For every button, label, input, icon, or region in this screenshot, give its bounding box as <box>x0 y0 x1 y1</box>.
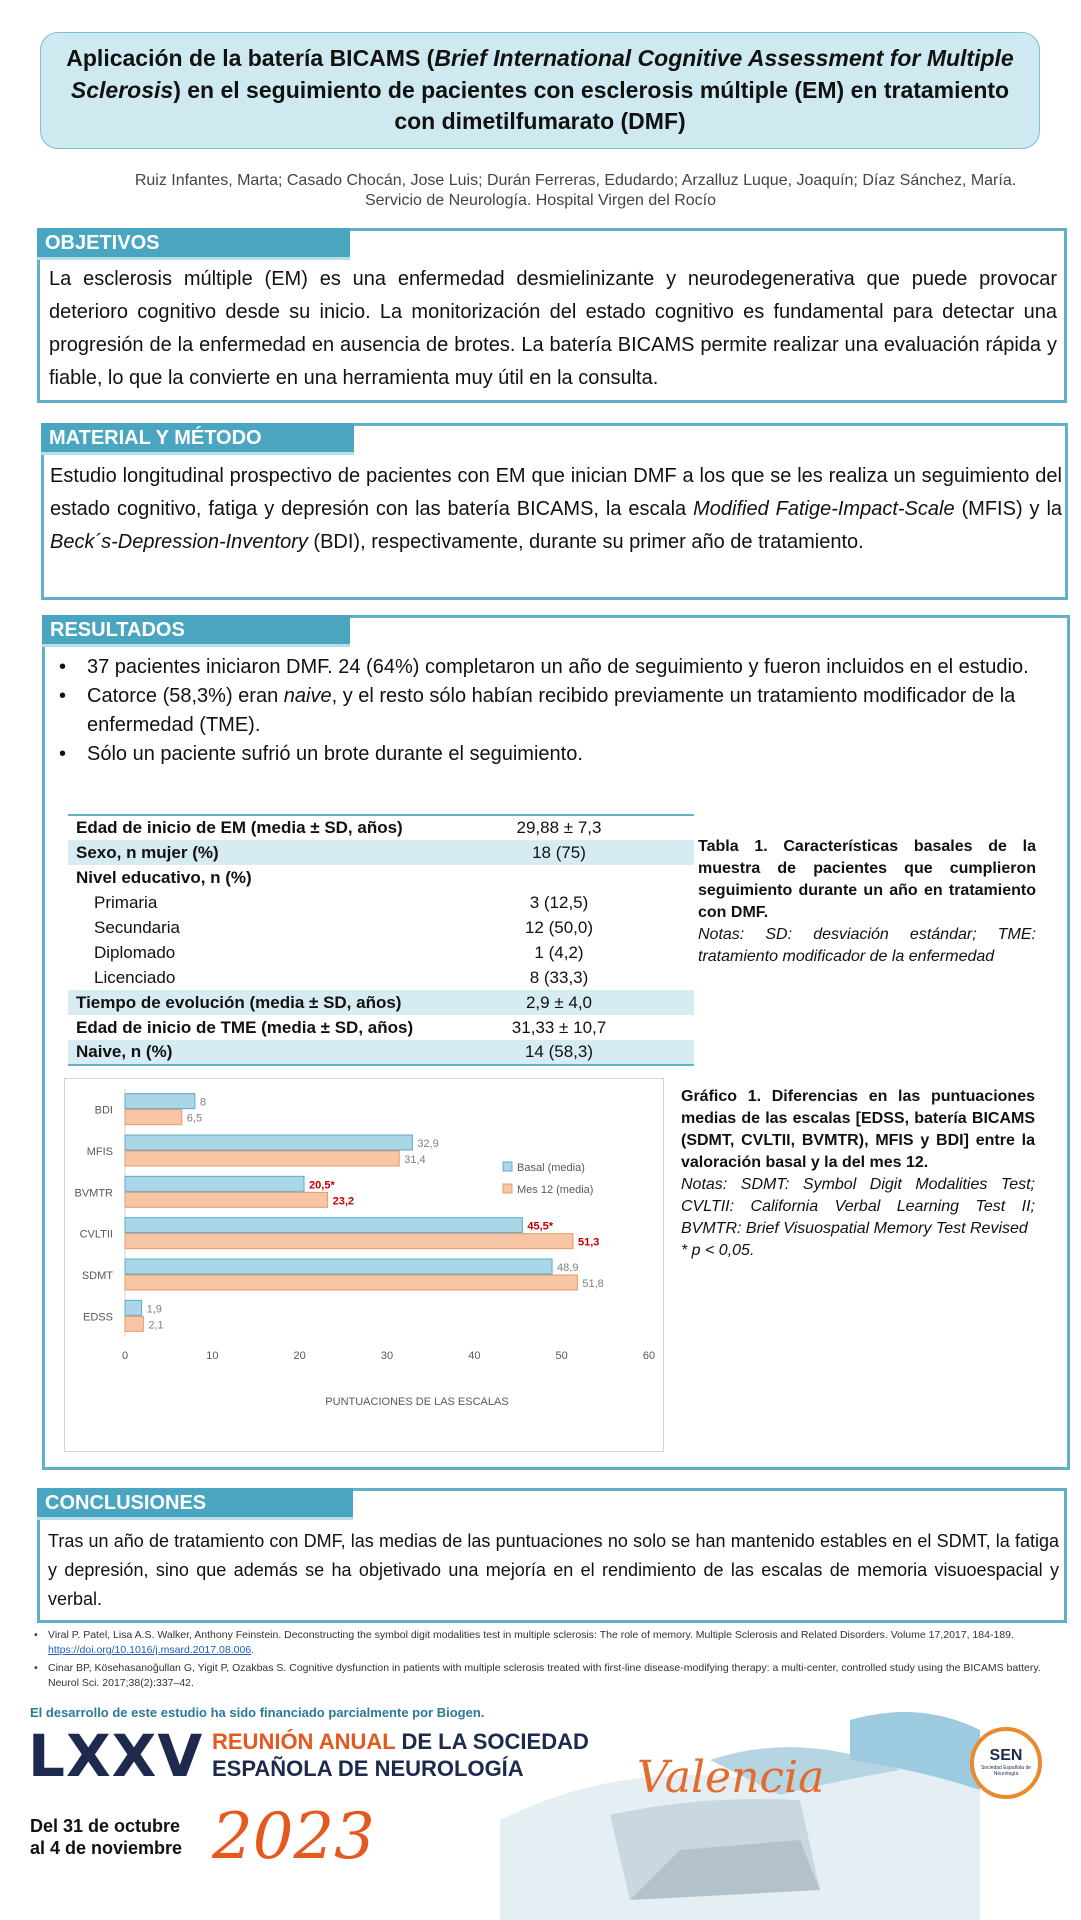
table-cell-label: Sexo, n mujer (%) <box>68 840 424 865</box>
table-cell-label: Diplomado <box>94 942 176 962</box>
affiliation: Servicio de Neurología. Hospital Virgen del Rocío <box>364 192 716 209</box>
congress-name-line2: ESPAÑOLA DE NEUROLOGÍA <box>212 1756 524 1781</box>
table-cell-value: 12 (50,0) <box>524 917 594 937</box>
title-part-2: ) en el seguimiento de pacientes con esclerosis múltiple (EM) en tratamiento con dimetilfumarato (DMF) <box>173 76 1010 135</box>
section-resultados <box>42 615 1070 1470</box>
table-cell-label: Nivel educativo, n (%) <box>76 867 252 887</box>
data-label: 2,1 <box>148 1319 164 1332</box>
references <box>30 1628 1060 1694</box>
bar-mfis-mes12 <box>125 1151 399 1166</box>
section-metodo <box>41 423 1068 600</box>
authors-block <box>0 171 1081 211</box>
results-bullets <box>53 653 1065 769</box>
bullet-2-italic: naive <box>283 685 332 707</box>
funding-note: El desarrollo de este estudio ha sido financiado parcialmente por Biogen. <box>30 1705 485 1720</box>
congress-year: 2023 <box>212 1800 375 1874</box>
section-heading-conclusiones: CONCLUSIONES <box>37 1488 353 1520</box>
x-axis-title: PUNTUACIONES DE LAS ESCALAS <box>325 1396 509 1408</box>
legend-swatch <box>503 1184 512 1193</box>
bar-edss-mes12 <box>125 1316 143 1331</box>
objetivos-text: La esclerosis múltiple (EM) es una enfermedad desmielinizante y neurodegenerativa que puede provocar deterioro cognitivo desde su inicio. La monitorización del estado cognitivo es fundamental para detectar una progresión de la enfermedad en ausencia de brotes. La batería BICAMS permite realizar una evaluación rápida y fiable, lo que la convierte en una herramienta muy útil en la consulta. <box>49 268 1057 389</box>
data-label: 1,9 <box>146 1303 162 1316</box>
data-label: 45,5* <box>527 1220 554 1233</box>
reference-1-text: Viral P. Patel, Lisa A.S. Walker, Anthony Feinstein. Deconstructing the symbol digit modalities test in multiple sclerosis: The role of memory. Multiple Sclerosis and Related Disorders. Volume 17,2017, 184-189. <box>48 1629 1014 1641</box>
data-label: 51,8 <box>582 1278 604 1290</box>
section-objetivos <box>37 228 1067 403</box>
table-row <box>68 1015 694 1040</box>
city-name: Valencia <box>637 1752 825 1803</box>
y-category-label: BVMTR <box>74 1187 113 1200</box>
sen-logo-subtext: Sociedad Española de Neurología <box>980 1765 1032 1777</box>
metodo-italic-1: Modified Fatige-Impact-Scale <box>693 498 955 520</box>
bar-bvmtr-basal <box>125 1176 304 1191</box>
congress-number: LXXV <box>28 1722 204 1790</box>
bar-bvmtr-mes12 <box>125 1192 328 1207</box>
legend-label: Mes 12 (media) <box>517 1184 594 1196</box>
list-item: • Sólo un paciente sufrió un brote durante el seguimiento. <box>53 740 1065 769</box>
y-category-label: SDMT <box>81 1270 113 1282</box>
section-conclusiones <box>37 1488 1067 1623</box>
table-cell-value: 31,33 ± 10,7 <box>511 1017 607 1037</box>
dates-line-1: Del 31 de octubre <box>30 1816 181 1836</box>
bar-cvltii-mes12 <box>125 1234 573 1249</box>
data-label: 32,9 <box>417 1138 439 1150</box>
title-italic: Brief International Cognitive Assessment for Multiple Sclerosis <box>70 44 1014 103</box>
table-caption <box>698 836 1036 968</box>
table-row <box>68 915 694 940</box>
table-row <box>68 865 694 890</box>
bar-bdi-mes12 <box>125 1110 182 1125</box>
chart-caption-significance: * p < 0,05. <box>681 1242 755 1259</box>
x-tick-label: 40 <box>468 1350 481 1362</box>
dates-line-2: al 4 de noviembre <box>30 1838 183 1858</box>
bar-bdi-basal <box>125 1094 195 1109</box>
legend-swatch <box>503 1162 512 1171</box>
bar-sdmt-mes12 <box>125 1275 577 1290</box>
table-row <box>68 990 694 1015</box>
section-heading-metodo: MATERIAL Y MÉTODO <box>41 423 354 455</box>
y-category-label: BDI <box>94 1104 113 1117</box>
x-tick-label: 50 <box>555 1350 568 1362</box>
bar-cvltii-basal <box>125 1218 522 1233</box>
data-label: 20,5* <box>309 1179 335 1192</box>
table-row <box>68 890 694 915</box>
table-cell-label: Secundaria <box>94 917 181 937</box>
table-cell-value: 3 (12,5) <box>529 892 589 912</box>
metodo-text <box>50 460 1062 559</box>
table-cell-label: Edad de inicio de TME (media ± SD, años) <box>76 1017 414 1037</box>
table-cell-label: Naive, n (%) <box>68 1040 424 1065</box>
data-label: 8 <box>199 1096 206 1109</box>
metodo-text-1: Estudio longitudinal prospectivo de pacientes con EM que inician DMF a los que se les realiza un seguimiento del estado cognitivo, fatiga y depresión con las batería BICAMS, la escala <box>50 465 1062 520</box>
bar-chart <box>65 1079 663 1451</box>
sen-logo-text: SEN <box>989 1747 1023 1764</box>
table-cell-label: Edad de inicio de EM (media ± SD, años) <box>68 815 424 840</box>
x-tick-label: 20 <box>293 1350 306 1362</box>
sen-logo <box>970 1727 1042 1799</box>
table-row <box>68 815 694 840</box>
metodo-italic-2: Beck´s-Depression-Inventory <box>50 531 308 553</box>
data-label: 48,9 <box>557 1262 579 1274</box>
table-cell-value: 2,9 ± 4,0 <box>424 990 694 1015</box>
list-item <box>53 682 1065 740</box>
table-cell-value: 29,88 ± 7,3 <box>424 815 694 840</box>
legend-label: Basal (media) <box>517 1162 585 1174</box>
x-tick-label: 0 <box>121 1350 129 1362</box>
data-label: 31,4 <box>404 1154 426 1166</box>
table-cell-value: 14 (58,3) <box>424 1040 694 1065</box>
y-category-label: EDSS <box>83 1311 113 1324</box>
bullet-2-text-a: Catorce (58,3%) eran <box>87 685 284 707</box>
x-tick-label: 10 <box>206 1350 219 1362</box>
conclusiones-text: Tras un año de tratamiento con DMF, las medias de las puntuaciones no solo se han mantenido estables en el SDMT, la fatiga y depresión, sino que además se ha objetivado una mejoría en el rendimiento de las escalas de memoria visuoespacial y verbal. <box>48 1531 1059 1609</box>
congress-name-dark: DE LA SOCIEDAD <box>395 1729 589 1754</box>
poster-title <box>40 32 1040 149</box>
chart-caption <box>681 1086 1035 1262</box>
baseline-table <box>68 814 694 1066</box>
table-cell-value: 18 (75) <box>424 840 694 865</box>
section-heading-resultados: RESULTADOS <box>42 615 350 647</box>
y-category-label: MFIS <box>86 1146 113 1158</box>
title-part-1: Aplicación de la batería BICAMS ( <box>66 44 435 71</box>
table-caption-notes: Notas: SD: desviación estándar; TME: tratamiento modificador de la enfermedad <box>698 926 1036 965</box>
data-label: 6,5 <box>186 1112 203 1125</box>
reference-item <box>30 1628 1060 1658</box>
table-cell-value <box>424 865 694 890</box>
table-row <box>68 1040 694 1065</box>
reference-1-doi-link[interactable]: https://doi.org/10.1016/j.msard.2017.08.006 <box>48 1644 252 1656</box>
authors: Ruiz Infantes, Marta; Casado Chocán, Jose Luis; Durán Ferreras, Edudardo; Arzalluz Luque, Joaquín; Díaz Sánchez, María. <box>134 172 1017 189</box>
data-label: 23,2 <box>332 1195 355 1208</box>
table-cell-label: Licenciado <box>94 967 176 987</box>
bar-mfis-basal <box>125 1135 412 1150</box>
table-row <box>68 965 694 990</box>
section-heading-objetivos: OBJETIVOS <box>37 228 350 260</box>
table-cell-value: 8 (33,3) <box>529 967 589 987</box>
table-cell-label: Primaria <box>94 892 158 912</box>
chart-caption-title: Gráfico 1. Diferencias en las puntuaciones medias de las escalas [EDSS, batería BICAMS (SDMT, CVLTII, BVMTR), MFIS y BDI] entre la valoración basal y la del mes 12. <box>681 1088 1035 1171</box>
congress-name <box>212 1728 589 1782</box>
congress-dates <box>30 1815 182 1859</box>
table-row <box>68 940 694 965</box>
list-item: • 37 pacientes iniciaron DMF. 24 (64%) completaron un año de seguimiento y fueron incluidos en el estudio. <box>53 653 1065 682</box>
bar-edss-basal <box>125 1300 142 1315</box>
chart-frame <box>64 1078 664 1452</box>
x-tick-label: 60 <box>642 1350 656 1362</box>
bullet-2-text-b: , y el resto sólo habían recibido previamente un tratamiento modificador de la enfermedad (TME). <box>87 685 1016 736</box>
table-cell-label: Tiempo de evolución (media ± SD, años) <box>68 990 424 1015</box>
table-row <box>68 840 694 865</box>
reference-item: • Cinar BP, Kösehasanoğullan G, Yigit P, Ozakbas S. Cognitive dysfunction in patients with multiple sclerosis treated with first-line disease-modifying therapy: a multi-center, controlled study using the BICAMS battery. Neurol Sci. 2017;38(2):337–42. <box>30 1661 1060 1691</box>
chart-caption-notes: Notas: SDMT: Symbol Digit Modalities Test; CVLTII: California Verbal Learning Test II; BVMTR: Brief Visuospatial Memory Test Revised <box>681 1176 1035 1237</box>
metodo-text-3: (BDI), respectivamente, durante su primer año de tratamiento. <box>307 531 864 553</box>
table-cell-value: 1 (4,2) <box>534 942 584 962</box>
table-caption-title: Tabla 1. Características basales de la muestra de pacientes que cumplieron seguimiento durante un año en tratamiento con DMF. <box>698 838 1036 921</box>
congress-name-orange: REUNIÓN ANUAL <box>212 1729 396 1754</box>
bar-sdmt-basal <box>125 1259 552 1274</box>
data-label: 51,3 <box>578 1236 600 1249</box>
reference-1-end: . <box>251 1644 255 1656</box>
metodo-text-2: (MFIS) y la <box>954 498 1063 520</box>
x-tick-label: 30 <box>380 1350 394 1362</box>
y-category-label: CVLTII <box>79 1228 113 1241</box>
